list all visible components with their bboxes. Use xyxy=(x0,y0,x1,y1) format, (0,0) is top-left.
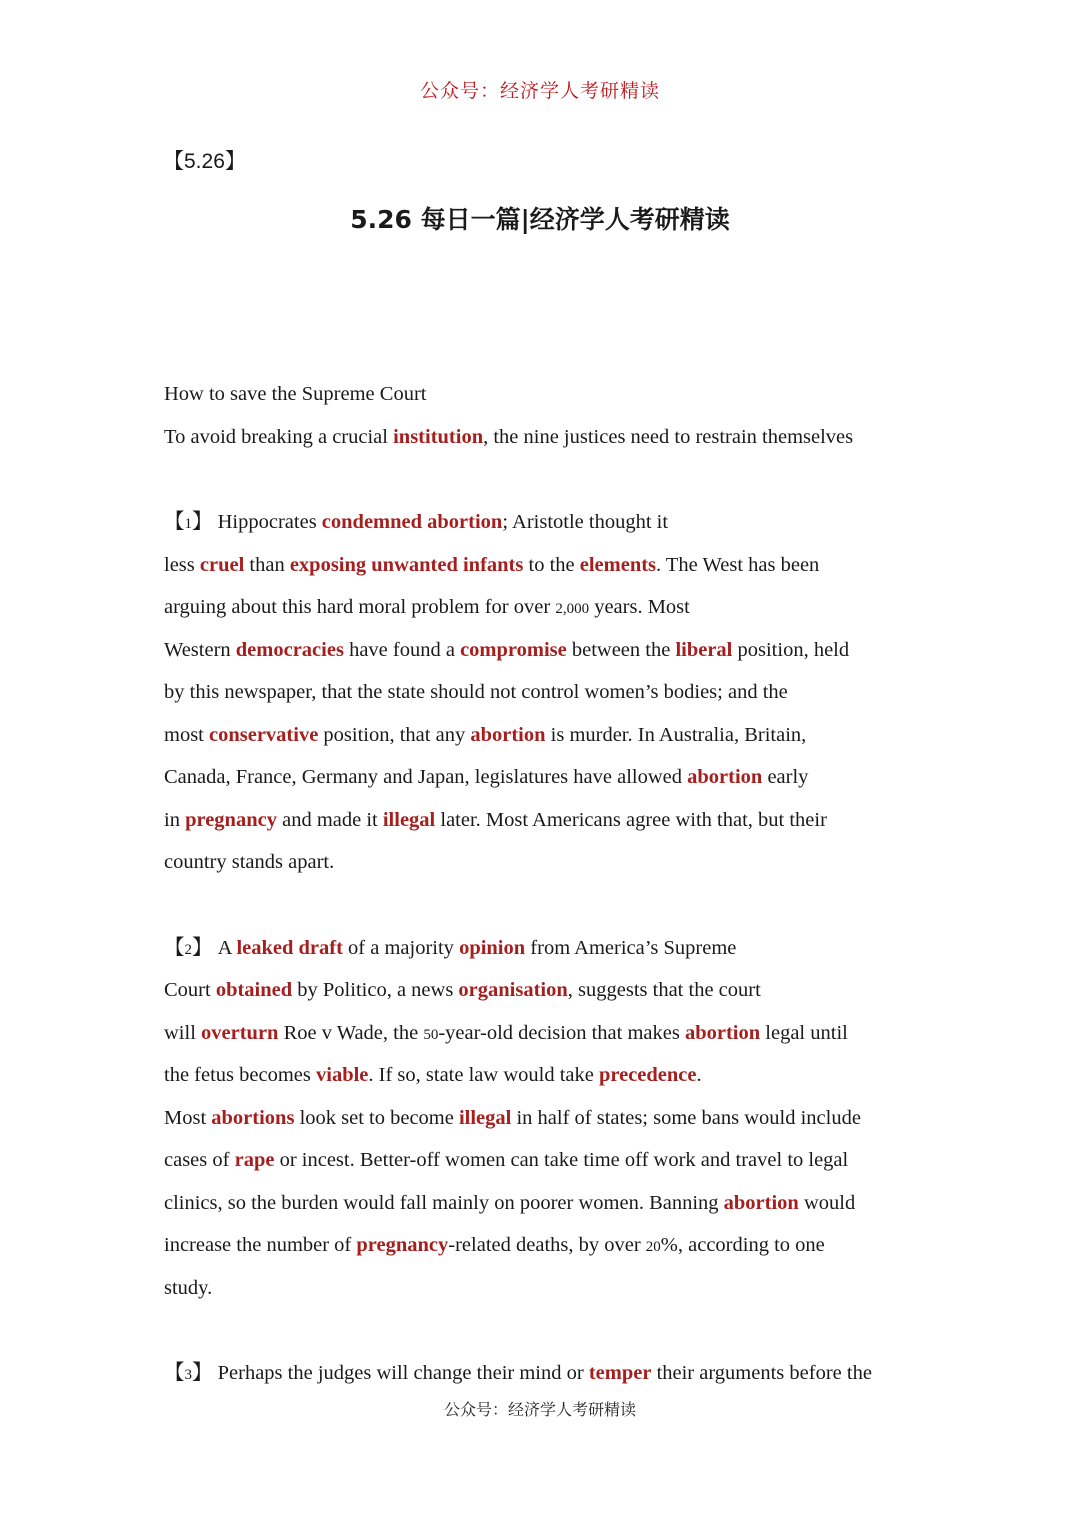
header-brand: 公众号：经济学人考研精读 xyxy=(419,80,660,102)
text-segment: Canada, France, Germany and Japan, legislatures have allowed xyxy=(164,766,688,788)
text-segment: study. xyxy=(164,1276,213,1299)
paragraph-line xyxy=(164,1224,924,1267)
paragraph-line xyxy=(164,714,924,757)
article-subtitle xyxy=(164,416,924,459)
paragraph-line xyxy=(164,799,924,842)
text-segment: position, that any xyxy=(318,723,471,746)
text-segment: Court xyxy=(164,979,216,1001)
text-segment: in xyxy=(164,808,186,831)
paragraph-line xyxy=(164,1267,924,1310)
vocab-highlight: abortion xyxy=(687,766,763,788)
paragraph-line xyxy=(164,841,924,884)
paragraph-1 xyxy=(164,501,924,884)
vocab-highlight: organisation xyxy=(458,979,568,1001)
paragraph-line xyxy=(164,1139,924,1182)
text-segment: than xyxy=(244,553,290,576)
text-segment: their arguments before the xyxy=(651,1362,872,1384)
text-segment: country stands apart. xyxy=(164,851,335,873)
paragraph-line xyxy=(164,671,924,714)
vocab-highlight: abortion xyxy=(684,1021,761,1044)
text-segment: . If so, state law would take xyxy=(368,1064,599,1086)
text-segment: ; Aristotle thought it xyxy=(502,511,669,533)
text-segment: to the xyxy=(523,553,580,576)
paragraph-line xyxy=(164,1012,924,1055)
text-segment: , suggests that the court xyxy=(567,979,761,1001)
text-segment: -related deaths, by over xyxy=(448,1234,646,1256)
paragraph-2 xyxy=(164,927,924,1310)
paragraph-number: 3 xyxy=(184,1367,192,1383)
vocab-highlight: abortion xyxy=(470,723,546,746)
vocab-highlight: compromise xyxy=(460,638,567,661)
date-tag: 【5.26】 xyxy=(163,150,246,173)
text-segment: legal until xyxy=(760,1021,848,1044)
text-segment: look set to become xyxy=(294,1106,459,1129)
vocab-highlight: illegal xyxy=(458,1106,512,1129)
text-segment: A xyxy=(212,936,237,959)
text-segment: clinics, so the burden would fall mainly on poorer women. Banning xyxy=(164,1191,724,1214)
paragraph-line xyxy=(164,1097,924,1140)
paragraph-gap xyxy=(164,1309,924,1352)
vocab-highlight: precedence xyxy=(598,1064,697,1086)
text-segment: To avoid breaking a crucial xyxy=(164,425,394,448)
vocab-highlight: abortions xyxy=(211,1106,295,1129)
paragraphs xyxy=(164,458,924,1395)
vocab-highlight: cruel xyxy=(199,553,245,576)
text-segment: Roe v Wade, the xyxy=(278,1021,424,1044)
vocab-highlight: obtained xyxy=(215,979,293,1001)
paragraph-line xyxy=(164,927,924,970)
paragraph-number: 1 xyxy=(184,516,192,532)
paragraph-line xyxy=(164,586,924,629)
text-segment: by Politico, a news xyxy=(292,979,459,1001)
paragraph-3 xyxy=(164,1352,924,1395)
vocab-highlight: conservative xyxy=(209,723,319,746)
text-segment: and made it xyxy=(276,808,383,831)
text-segment: later. Most Americans agree with that, but their xyxy=(435,808,827,831)
text-segment: or incest. Better-off women can take time off work and travel to legal xyxy=(274,1149,849,1171)
paragraph-line xyxy=(164,756,924,799)
text-segment: will xyxy=(164,1021,202,1044)
paragraph-marker: 【1】 xyxy=(164,511,213,533)
vocab-highlight: abortion xyxy=(723,1191,799,1214)
vocab-highlight: temper xyxy=(588,1362,652,1384)
vocab-highlight: exposing unwanted infants xyxy=(289,553,524,576)
paragraph-line xyxy=(164,501,924,544)
text-segment: have found a xyxy=(343,638,461,661)
text-segment: in half of states; some bans would include xyxy=(511,1106,861,1129)
vocab-highlight: democracies xyxy=(235,638,344,661)
text-segment: Perhaps the judges will change their mind or xyxy=(212,1362,589,1384)
vocab-highlight: liberal xyxy=(675,638,733,661)
text-segment: early xyxy=(762,766,809,788)
paragraph-line xyxy=(164,1054,924,1097)
vocab-highlight: institution xyxy=(393,425,484,448)
text-segment: the fetus becomes xyxy=(164,1064,316,1086)
vocab-highlight: pregnancy xyxy=(185,808,277,831)
text-segment: between the xyxy=(566,638,676,661)
text-segment: Western xyxy=(164,638,236,661)
text-segment: %, according to one xyxy=(660,1234,825,1256)
text-segment: arguing about this hard moral problem for over xyxy=(164,596,556,618)
text-segment: . xyxy=(696,1064,702,1086)
paragraph-line xyxy=(164,1352,924,1395)
text-segment: would xyxy=(798,1191,856,1214)
page-title: 5.26 每日一篇|经济学人考研精读 xyxy=(350,205,730,234)
text-segment: Hippocrates xyxy=(212,511,322,533)
text-segment: years. Most xyxy=(589,596,690,618)
text-segment: most xyxy=(164,723,209,746)
vocab-highlight: elements xyxy=(579,553,657,576)
text-segment: of a majority xyxy=(342,936,460,959)
paragraph-number: 2 xyxy=(184,941,192,958)
paragraph-marker: 【3】 xyxy=(164,1362,213,1384)
paragraph-line xyxy=(164,629,924,672)
article-body xyxy=(164,373,924,1395)
vocab-highlight: condemned abortion xyxy=(321,511,503,533)
vocab-highlight: leaked draft xyxy=(236,936,343,959)
text-segment: , the nine justices need to restrain themselves xyxy=(483,425,854,448)
paragraph-gap xyxy=(164,884,924,927)
text-segment: less xyxy=(164,553,200,576)
article-title: How to save the Supreme Court xyxy=(164,383,427,405)
text-segment: -year-old decision that makes xyxy=(438,1021,685,1044)
text-segment: by this newspaper, that the state should not control women’s bodies; and the xyxy=(164,681,788,703)
text-segment: from America’s Supreme xyxy=(525,936,737,959)
vocab-highlight: overturn xyxy=(201,1021,279,1044)
number-text: 20 xyxy=(645,1239,661,1255)
footer-brand: 公众号：经济学人考研精读 xyxy=(443,1400,636,1419)
paragraph-line xyxy=(164,969,924,1012)
text-segment: . The West has been xyxy=(656,553,820,576)
text-segment: Most xyxy=(164,1106,212,1129)
text-segment: is murder. In Australia, Britain, xyxy=(545,723,807,746)
paragraph-gap xyxy=(164,458,924,501)
paragraph-line xyxy=(164,544,924,587)
vocab-highlight: opinion xyxy=(459,936,526,959)
paragraph-marker: 【2】 xyxy=(164,936,213,959)
text-segment: position, held xyxy=(732,638,850,661)
text-segment: cases of xyxy=(164,1149,235,1171)
vocab-highlight: viable xyxy=(316,1064,369,1086)
number-text: 50 xyxy=(423,1026,439,1043)
number-text: 2,000 xyxy=(555,601,590,617)
vocab-highlight: illegal xyxy=(382,808,436,831)
text-segment: increase the number of xyxy=(164,1234,357,1256)
vocab-highlight: pregnancy xyxy=(356,1234,449,1256)
vocab-highlight: rape xyxy=(234,1149,275,1171)
paragraph-line xyxy=(164,1182,924,1225)
